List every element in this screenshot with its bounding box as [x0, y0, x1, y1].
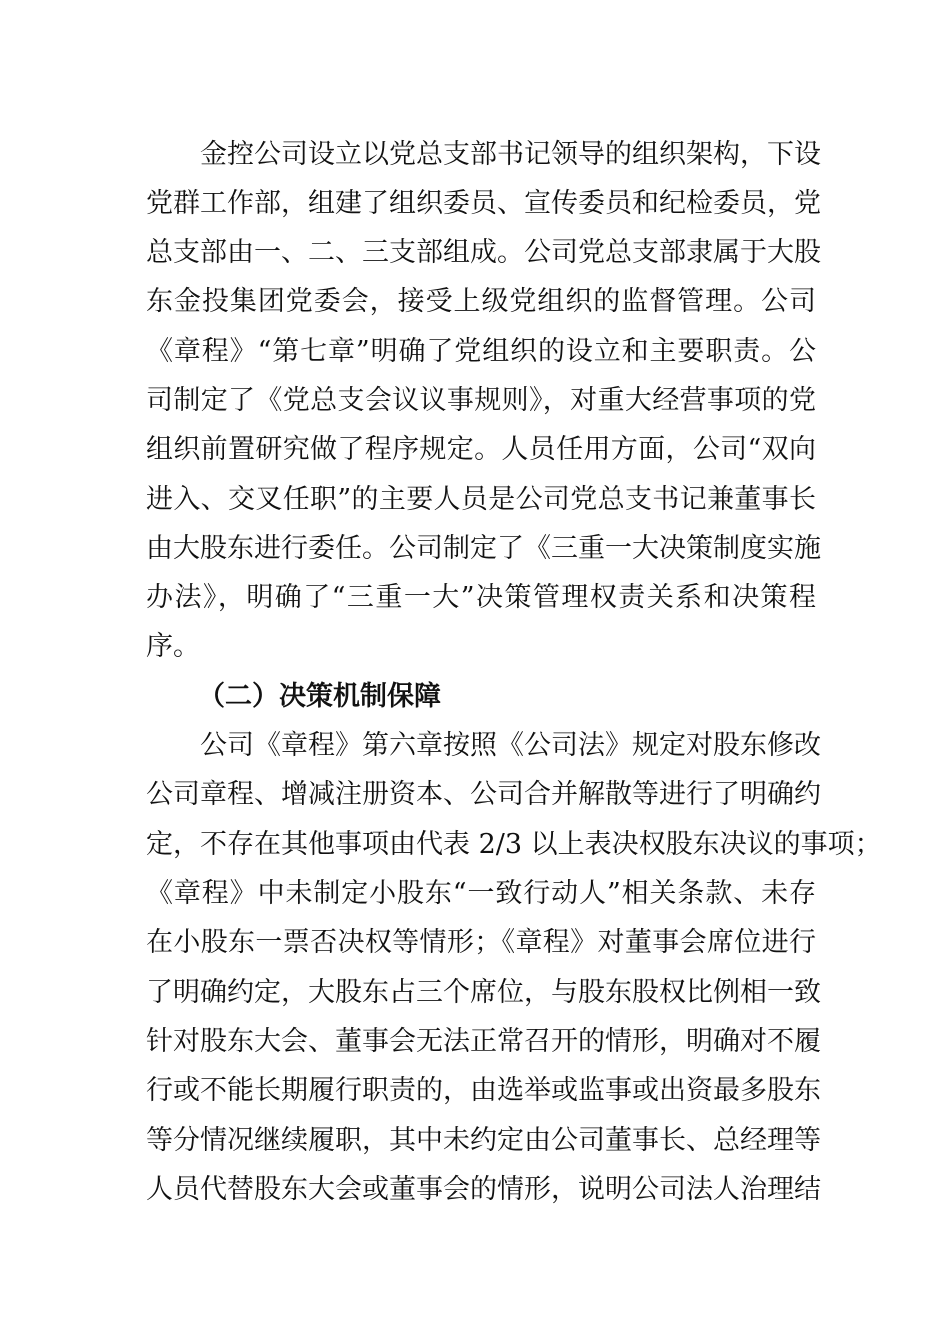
- paragraph-line: 针对股东大会、董事会无法正常召开的情形，明确对不履: [146, 1026, 821, 1057]
- paragraph-line: 公司章程、增减注册资本、公司合并解散等进行了明确约: [146, 779, 821, 810]
- paragraph-line: 司制定了《党总支会议议事规则》，对重大经营事项的党: [146, 385, 816, 416]
- section-heading: （二）决策机制保障: [198, 681, 441, 712]
- paragraph-line: 行或不能长期履行职责的，由选举或监事或出资最多股东: [146, 1075, 821, 1106]
- paragraph-line: 序。: [146, 631, 200, 662]
- paragraph-line: 《章程》中未制定小股东“一致行动人”相关条款、未存: [146, 878, 816, 909]
- paragraph-line: 党群工作部，组建了组织委员、宣传委员和纪检委员，党: [146, 188, 821, 219]
- paragraph-line: 总支部由一、二、三支部组成。公司党总支部隶属于大股: [146, 237, 821, 268]
- paragraph-line: 《章程》“第七章”明确了党组织的设立和主要职责。公: [146, 336, 816, 367]
- paragraph-line: 了明确约定，大股东占三个席位，与股东股权比例相一致: [146, 977, 821, 1008]
- paragraph-line: 办法》，明确了“三重一大”决策管理权责关系和决策程: [146, 582, 816, 613]
- paragraph-line: 等分情况继续履职，其中未约定由公司董事长、总经理等: [146, 1125, 821, 1156]
- paragraph-line: 定，不存在其他事项由代表 2/3 以上表决权股东决议的事项；: [146, 829, 882, 860]
- paragraph-line: 金控公司设立以党总支部书记领导的组织架构，下设: [200, 139, 821, 170]
- paragraph-line: 由大股东进行委任。公司制定了《三重一大决策制度实施: [146, 533, 821, 564]
- paragraph-line: 人员代替股东大会或董事会的情形，说明公司法人治理结: [146, 1174, 821, 1205]
- paragraph-line: 在小股东一票否决权等情形；《章程》对董事会席位进行: [146, 927, 816, 958]
- paragraph-line: 组织前置研究做了程序规定。人员任用方面，公司“双向: [146, 434, 816, 465]
- paragraph-line: 公司《章程》第六章按照《公司法》规定对股东修改: [200, 730, 821, 761]
- paragraph-line: 东金投集团党委会，接受上级党组织的监督管理。公司: [146, 286, 816, 317]
- paragraph-line: 进入、交叉任职”的主要人员是公司党总支书记兼董事长: [146, 484, 816, 515]
